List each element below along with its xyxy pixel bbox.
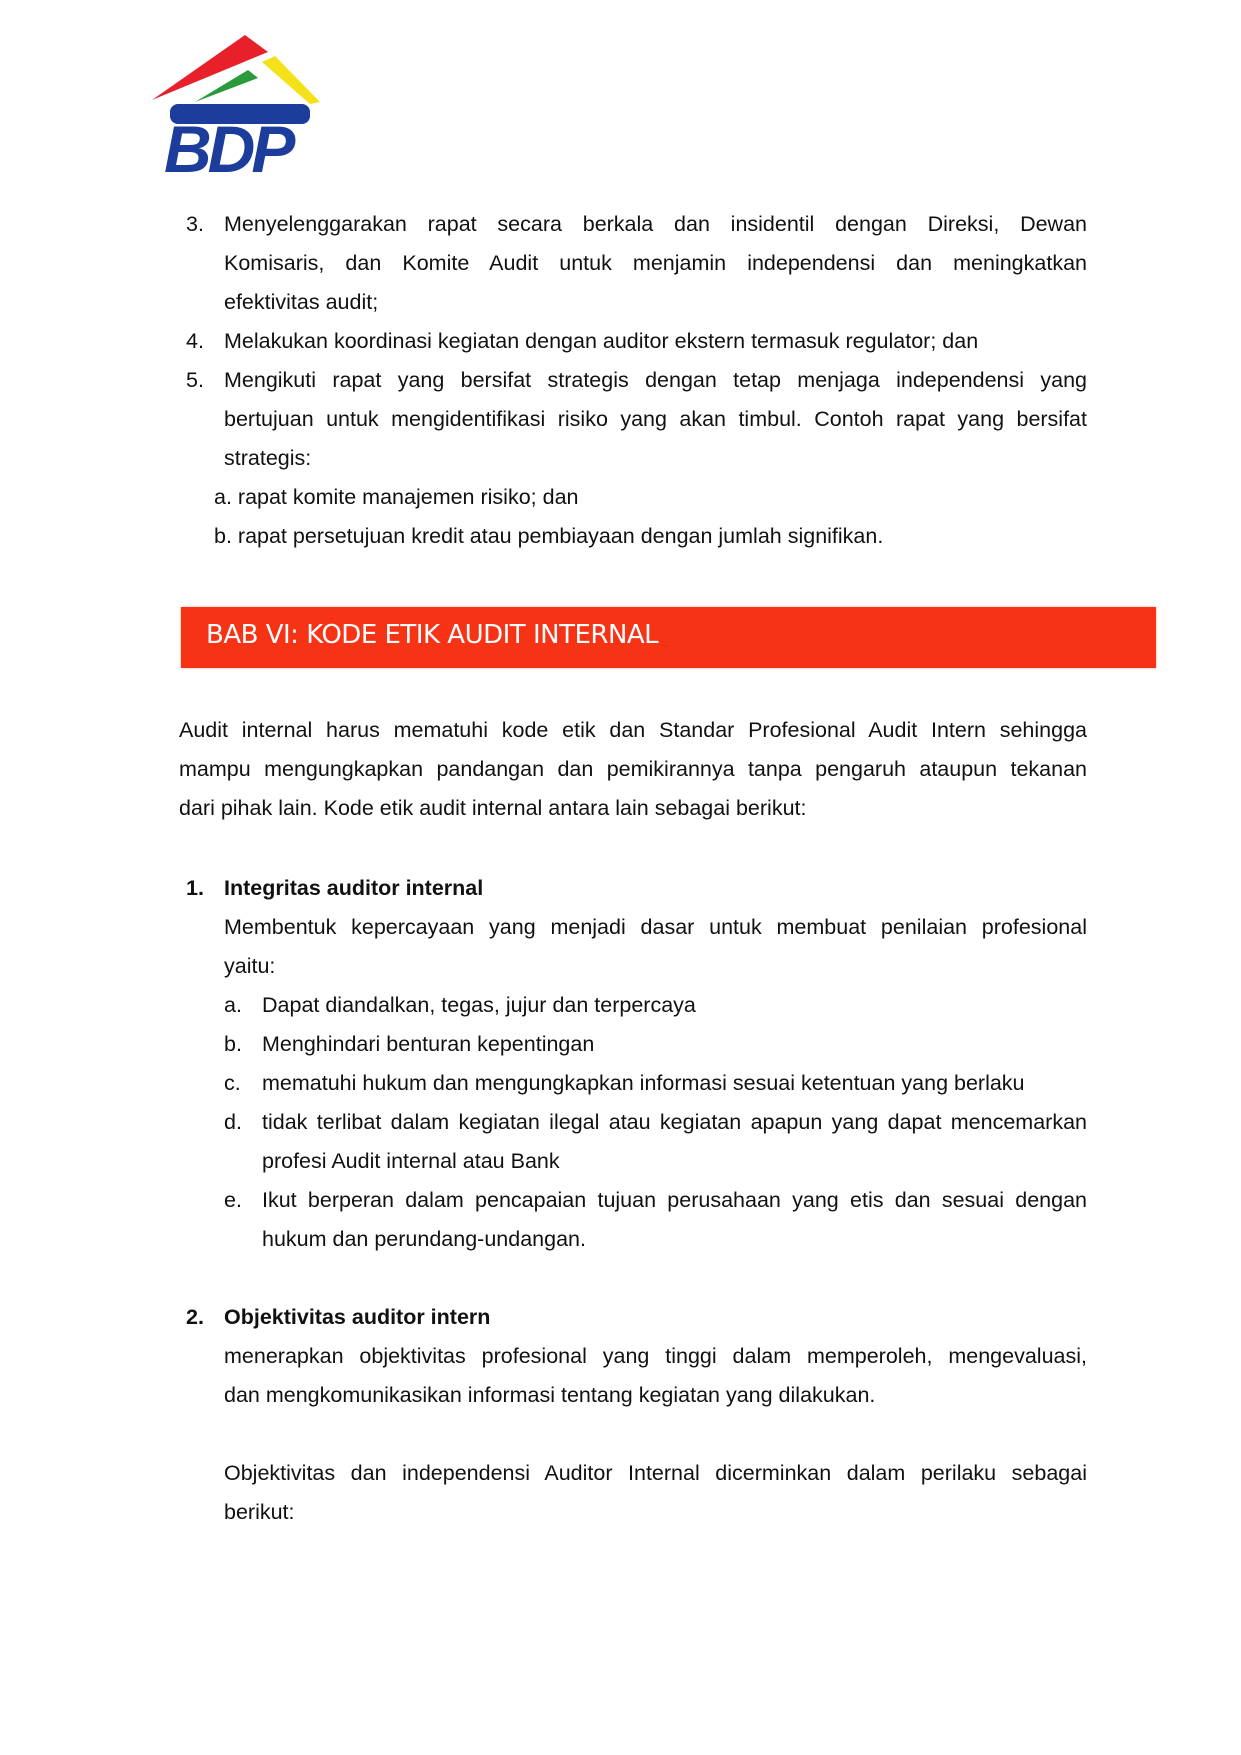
- list-item-line: Mengikuti rapat yang bersifat strategis dengan tetap menjaga independensi yang: [224, 368, 1087, 392]
- sub-item: tidak terlibat dalam kegiatan ilegal atau kegiatan apapun yang dapat mencemarkan: [262, 1110, 1087, 1134]
- sub-item: mematuhi hukum dan mengungkapkan informasi sesuai ketentuan yang berlaku: [262, 1071, 1025, 1095]
- sub-letter: d.: [224, 1110, 242, 1134]
- list-item-line: efektivitas audit;: [224, 290, 379, 314]
- item-paragraph: berikut:: [224, 1500, 295, 1524]
- list-number: 4.: [186, 329, 204, 353]
- sub-item: profesi Audit internal atau Bank: [262, 1149, 560, 1173]
- item-paragraph: Objektivitas dan independensi Auditor Internal dicerminkan dalam perilaku sebagai: [224, 1461, 1087, 1485]
- list-item-line: bertujuan untuk mengidentifikasi risiko yang akan timbul. Contoh rapat yang bersifat: [224, 407, 1087, 431]
- sub-letter: a.: [224, 993, 242, 1017]
- list-item-line: Menyelenggarakan rapat secara berkala dan insidentil dengan Direksi, Dewan: [224, 212, 1087, 236]
- sub-letter: c.: [224, 1071, 241, 1095]
- bdp-logo-icon: [150, 30, 320, 180]
- item-description: dan mengkomunikasikan informasi tentang kegiatan yang dilakukan.: [224, 1383, 876, 1407]
- paragraph-line: Audit internal harus mematuhi kode etik dan Standar Profesional Audit Intern sehingga: [179, 718, 1087, 742]
- list-item-line: Komisaris, dan Komite Audit untuk menjamin independensi dan meningkatkan: [224, 251, 1087, 275]
- item-description: Membentuk kepercayaan yang menjadi dasar untuk membuat penilaian profesional: [224, 915, 1087, 939]
- list-number: 3.: [186, 212, 204, 236]
- item-number: 1.: [186, 876, 204, 900]
- sub-list-item: a. rapat komite manajemen risiko; dan: [214, 485, 579, 509]
- sub-item: hukum dan perundang-undangan.: [262, 1227, 586, 1251]
- item-title: Objektivitas auditor intern: [224, 1305, 491, 1329]
- item-title: Integritas auditor internal: [224, 876, 484, 900]
- section-title: BAB VI: KODE ETIK AUDIT INTERNAL: [206, 620, 659, 650]
- item-description: menerapkan objektivitas profesional yang tinggi dalam memperoleh, mengevaluasi,: [224, 1344, 1087, 1368]
- item-description: yaitu:: [224, 954, 276, 978]
- paragraph-line: mampu mengungkapkan pandangan dan pemikirannya tanpa pengaruh ataupun tekanan: [179, 757, 1087, 781]
- bdp-logo: [150, 30, 320, 180]
- sub-item: Dapat diandalkan, tegas, jujur dan terpercaya: [262, 993, 696, 1017]
- list-item-line: Melakukan koordinasi kegiatan dengan auditor ekstern termasuk regulator; dan: [224, 329, 979, 353]
- svg-text:BDP: BDP: [164, 112, 292, 180]
- sub-list-item: b. rapat persetujuan kredit atau pembiayaan dengan jumlah signifikan.: [214, 524, 884, 548]
- sub-item: Ikut berperan dalam pencapaian tujuan perusahaan yang etis dan sesuai dengan: [262, 1188, 1087, 1212]
- sub-letter: b.: [224, 1032, 242, 1056]
- list-item-line: strategis:: [224, 446, 312, 470]
- sub-letter: e.: [224, 1188, 242, 1212]
- sub-item: Menghindari benturan kepentingan: [262, 1032, 595, 1056]
- section-banner: [181, 607, 1156, 668]
- item-number: 2.: [186, 1305, 204, 1329]
- paragraph-line: dari pihak lain. Kode etik audit internal antara lain sebagai berikut:: [179, 796, 807, 820]
- list-number: 5.: [186, 368, 204, 392]
